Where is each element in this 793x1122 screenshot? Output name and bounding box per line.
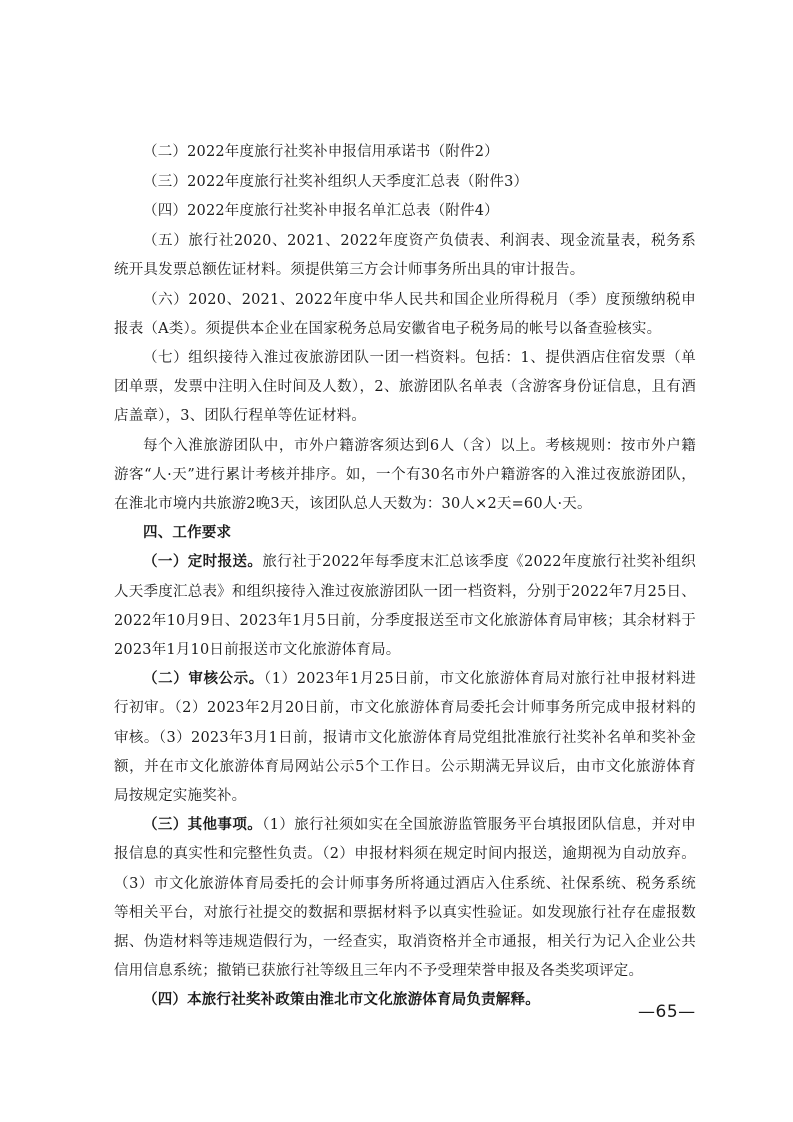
attachment-item-3: （三）2022年度旅行社奖补组织人天季度汇总表（附件3） xyxy=(143,173,529,190)
requirement-item-1 xyxy=(114,548,696,665)
requirement-item-3-lead: （三）其他事项。 xyxy=(143,817,263,834)
requirement-item-3-text: （1）旅行社须如实在全国旅游监管服务平台填报团队信息，并对申报信息的真实性和完整性负责。（2）申报材料须在规定时间内报送，逾期视为自动放弃。（3）市文化旅游体育局委托的会计师事务所将通过酒店入住系统、社保系统、税务系统等相关平台，对旅行社提交的数据和票据材料予以真实性验证。如发现旅行社存在虚报数据、伪造材料等违规造假行为，一经查实，取消资格并全市通报，相关行为记入企业公共信用信息系统；撤销已获旅行社等级且三年内不予受理荣誉申报及各类奖项评定。 xyxy=(114,817,696,980)
requirement-item-1-text: 旅行社于2022年每季度末汇总该季度《2022年度旅行社奖补组织人天季度汇总表》和组织接待入淮过夜旅游团队一团一档资料，分别于2022年7月25日、2022年10月9日、2023年1月5日前，分季度报送至市文化旅游体育局审核；其余材料于2023年1月10日前报送市文化旅游体育局。 xyxy=(114,554,696,658)
requirement-item-2-text: （1）2023年1月25日前，市文化旅游体育局对旅行社申报材料进行初审。（2）2023年2月20日前，市文化旅游体育局委托会计师事务所完成申报材料的审核。（3）2023年3月1日前，报请市文化旅游体育局党组批准旅行社奖补名单和奖补金额，并在市文化旅游体育局网站公示5个工作日。公示期满无异议后，由市文化旅游体育局按规定实施奖补。 xyxy=(114,671,696,804)
attachment-item-4: （四）2022年度旅行社奖补申报名单汇总表（附件4） xyxy=(143,203,499,220)
requirement-item-2-lead: （二）审核公示。 xyxy=(143,671,264,688)
assessment-rule-paragraph: 每个入淮旅游团队中，市外户籍游客须达到6人（含）以上。考核规则：按市外户籍游客“人·天”进行累计考核并排序。如，一个有30名市外户籍游客的入淮过夜旅游团队，在淮北市境内共旅游2晚3天，该团队总人天数为：30人×2天=60人·天。 xyxy=(114,437,696,512)
material-item-5: （五）旅行社2020、2021、2022年度资产负债表、利润表、现金流量表，税务系统开具发票总额佐证材料。须提供第三方会计师事务所出具的审计报告。 xyxy=(114,233,696,279)
requirement-item-2 xyxy=(114,665,696,811)
requirement-item-4: （四）本旅行社奖补政策由淮北市文化旅游体育局负责解释。 xyxy=(143,992,540,1009)
attachment-item-2: （二）2022年度旅行社奖补申报信用承诺书（附件2） xyxy=(143,144,499,160)
material-item-6: （六）2020、2021、2022年度中华人民共和国企业所得税月（季）度预缴纳税申报表（A类）。须提供本企业在国家税务总局安徽省电子税务局的帐号以备查验核实。 xyxy=(114,291,696,337)
requirement-item-3 xyxy=(114,811,696,986)
section-heading-requirements: 四、工作要求 xyxy=(143,525,232,542)
requirement-item-1-lead: （一）定时报送。 xyxy=(143,554,263,571)
page-number: —65— xyxy=(638,1002,696,1022)
document-body xyxy=(114,138,696,1016)
material-item-7: （七）组织接待入淮过夜旅游团队一团一档资料。包括：1、提供酒店住宿发票（单团单票，发票中注明入住时间及人数），2、旅游团队名单表（含游客身份证信息，且有酒店盖章），3、团队行程单等佐证材料。 xyxy=(114,349,696,425)
